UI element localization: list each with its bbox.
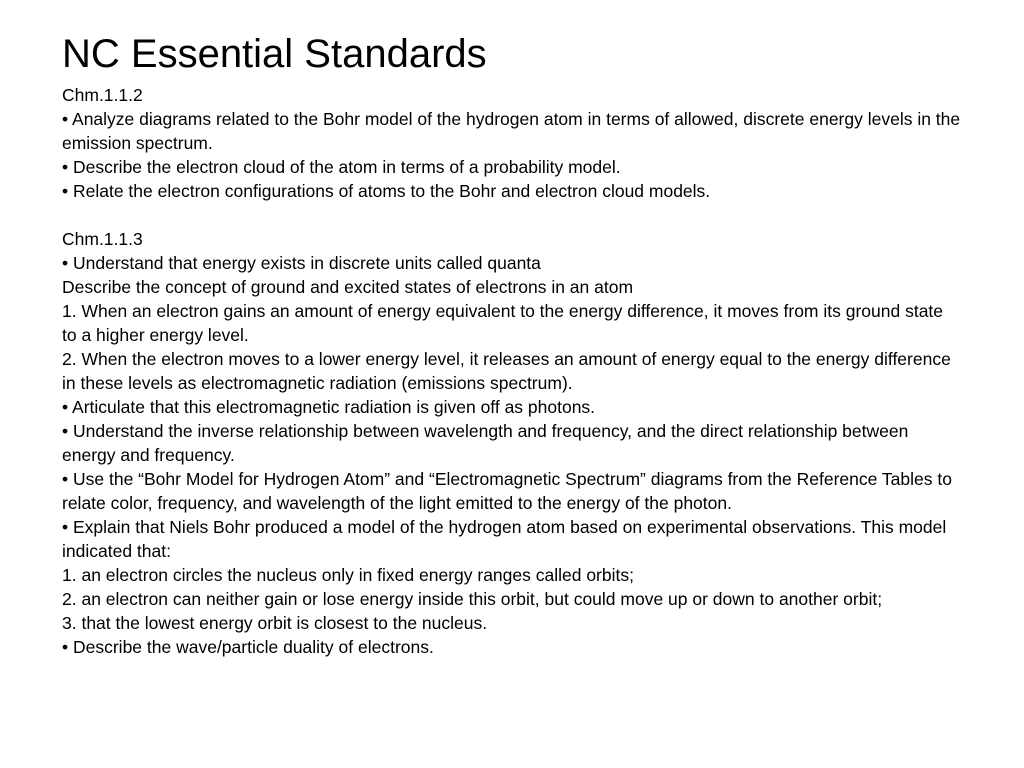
standard-item: Describe the concept of ground and excited states of electrons in an atom	[62, 277, 634, 297]
standard-item: 2. an electron can neither gain or lose energy inside this orbit, but could move up or down to another orbit;	[62, 589, 883, 609]
standards-body	[62, 83, 962, 659]
standard-item: • Analyze diagrams related to the Bohr model of the hydrogen atom in terms of allowed, discrete energy levels in the emission spectrum.	[62, 109, 961, 153]
standard-code-chm-1-1-3: Chm.1.1.3	[62, 229, 143, 249]
standard-item: • Understand the inverse relationship between wavelength and frequency, and the direct relationship between energy and frequency.	[62, 421, 909, 465]
standard-item: • Explain that Niels Bohr produced a model of the hydrogen atom based on experimental observations. This model indicated that:	[62, 517, 947, 561]
standard-item: • Relate the electron configurations of atoms to the Bohr and electron cloud models.	[62, 181, 711, 201]
standard-item: • Articulate that this electromagnetic radiation is given off as photons.	[62, 397, 596, 417]
standard-item: 2. When the electron moves to a lower energy level, it releases an amount of energy equal to the energy difference in these levels as electromagnetic radiation (emissions spectrum).	[62, 349, 951, 393]
slide	[62, 30, 962, 659]
page-title: NC Essential Standards	[62, 32, 487, 76]
section-spacer	[62, 203, 962, 227]
standard-item: • Understand that energy exists in discrete units called quanta	[62, 253, 541, 273]
standard-code-chm-1-1-2: Chm.1.1.2	[62, 85, 143, 105]
standard-item: 3. that the lowest energy orbit is closest to the nucleus.	[62, 613, 488, 633]
standard-item: 1. When an electron gains an amount of energy equivalent to the energy difference, it moves from its ground state to a higher energy level.	[62, 301, 944, 345]
standard-item: 1. an electron circles the nucleus only in fixed energy ranges called orbits;	[62, 565, 634, 585]
standard-item: • Describe the wave/particle duality of electrons.	[62, 637, 434, 657]
standard-item: • Describe the electron cloud of the atom in terms of a probability model.	[62, 157, 621, 177]
standard-item: • Use the “Bohr Model for Hydrogen Atom” and “Electromagnetic Spectrum” diagrams from the Reference Tables to relate color, frequency, and wavelength of the light emitted to the energy of the photon.	[62, 469, 952, 513]
